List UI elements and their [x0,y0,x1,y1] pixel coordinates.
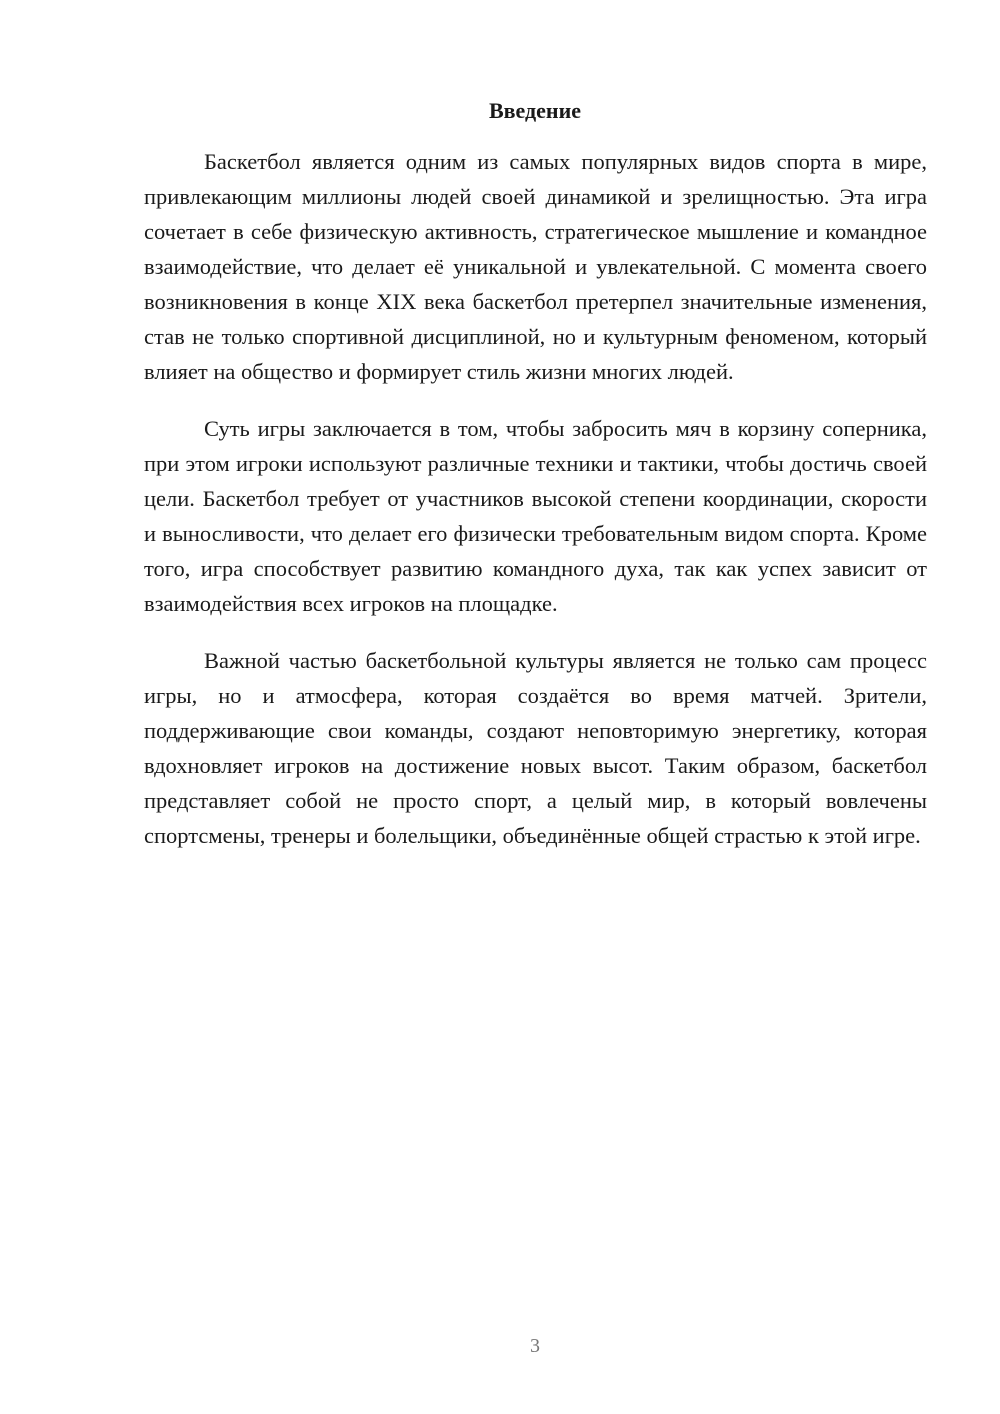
paragraph-1: Баскетбол является одним из самых популярных видов спорта в мире, привлекающим миллионы людей своей динамикой и зрелищностью. Эта игра сочетает в себе физическую активность, стратегическое мышление и командное взаимодействие, что делает её уникальной и увлекательной. С момента своего возникновения в конце XIX века баскетбол претерпел значительные изменения, став не только спортивной дисциплиной, но и культурным феноменом, который влияет на общество и формирует стиль жизни многих людей. [144,149,927,384]
page-number: 3 [530,1335,540,1357]
body-text [144,144,927,875]
paragraph-2: Суть игры заключается в том, чтобы забросить мяч в корзину соперника, при этом игроки используют различные техники и тактики, чтобы достичь своей цели. Баскетбол требует от участников высокой степени координации, скорости и выносливости, что делает его физически требовательным видом спорта. Кроме того, игра способствует развитию командного духа, так как успех зависит от взаимодействия всех игроков на площадке. [144,416,927,616]
paragraph-3: Важной частью баскетбольной культуры является не только сам процесс игры, но и атмосфера, которая создаётся во время матчей. Зрители, поддерживающие свои команды, создают неповторимую энергетику, которая вдохновляет игроков на достижение новых высот. Таким образом, баскетбол представляет собой не просто спорт, а целый мир, в который вовлечены спортсмены, тренеры и болельщики, объединённые общей страстью к этой игре. [144,648,927,848]
section-title: Введение [488,98,582,123]
